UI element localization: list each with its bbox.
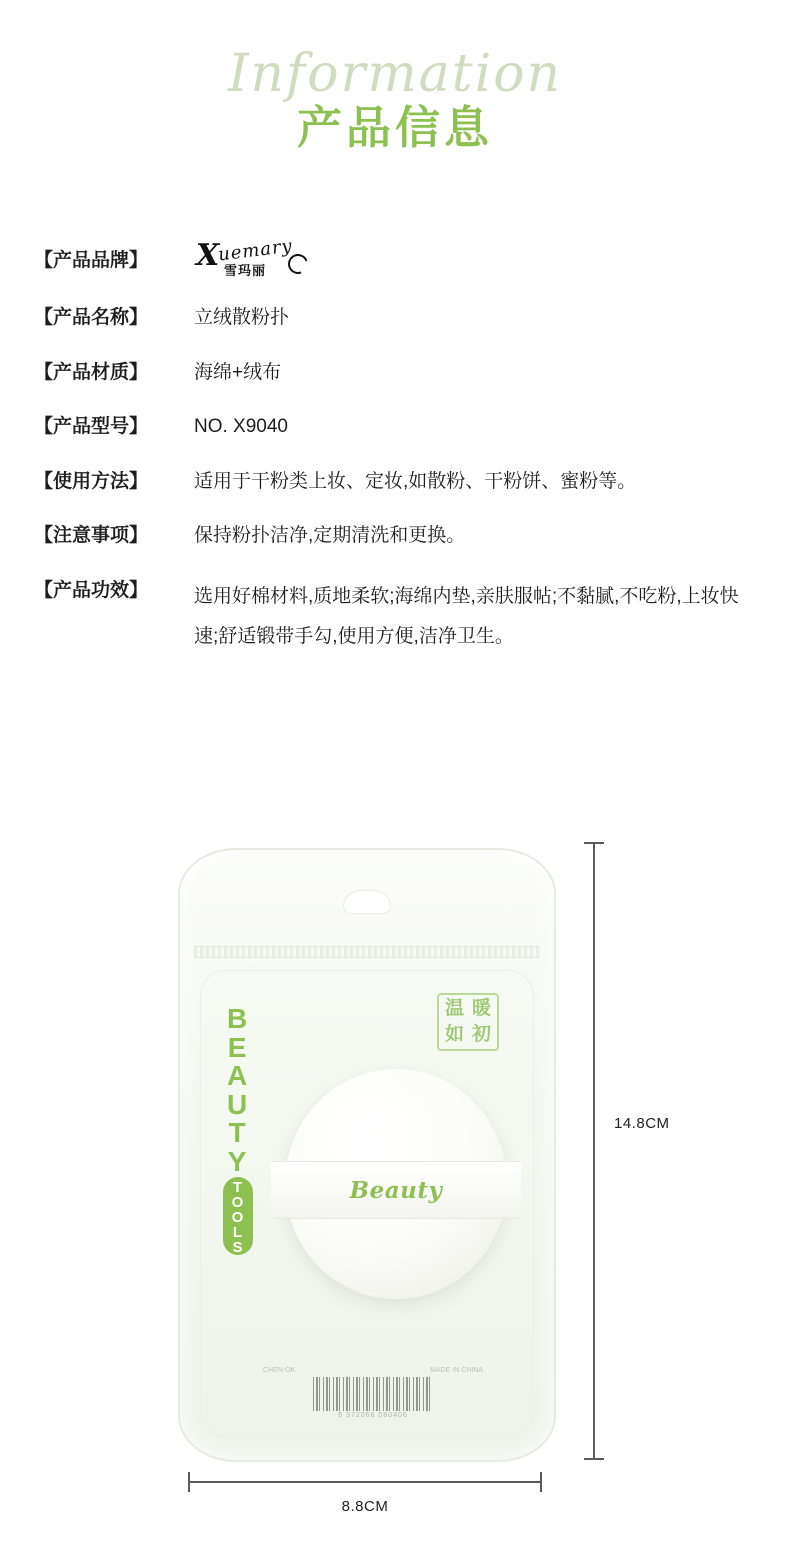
- product-spec-list: [0, 235, 790, 656]
- width-dimension-line: [188, 1481, 542, 1483]
- tools-badge: T O O L S: [223, 1177, 253, 1255]
- product-package: [178, 848, 556, 1462]
- height-dimension-label: 14.8CM: [614, 1115, 670, 1132]
- logo-cn-name: 雪玛丽: [224, 263, 267, 279]
- spec-row-caution: [34, 522, 750, 551]
- spec-row-model: [34, 413, 750, 442]
- script-title: Information: [227, 44, 563, 104]
- spec-value: 海绵+绒布: [194, 361, 282, 383]
- label-left-text: CHEN-OK: [263, 1367, 296, 1374]
- spec-row-brand: [34, 235, 750, 282]
- height-dimension-line: [593, 842, 595, 1460]
- spec-label: 【注意事项】: [34, 525, 149, 547]
- brand-logo: [196, 235, 316, 282]
- spec-value: 立绒散粉扑: [194, 307, 290, 329]
- page-header: [0, 0, 790, 156]
- spec-label: 【产品材质】: [34, 361, 149, 383]
- package-bottom-label: [263, 1367, 483, 1427]
- puff-ribbon-text: Beauty: [349, 1176, 443, 1204]
- powder-puff: [285, 1069, 507, 1299]
- spec-label: 【产品品牌】: [34, 249, 149, 271]
- page-title: 产品信息: [296, 102, 493, 154]
- spec-row-material: [34, 359, 750, 388]
- puff-ribbon: [271, 1161, 521, 1219]
- label-right-text: MADE IN CHINA: [430, 1367, 483, 1374]
- warm-stamp: 温 暖 如 初: [437, 993, 499, 1051]
- logo-wordmark: uemary: [216, 235, 294, 266]
- spec-label: 【使用方法】: [34, 470, 149, 492]
- zipper-strip: [194, 946, 540, 958]
- spec-row-benefits: [34, 577, 750, 657]
- spec-label: 【产品功效】: [34, 579, 149, 601]
- spec-row-usage: [34, 468, 750, 497]
- product-photo-block: [0, 820, 790, 1520]
- spec-label: 【产品名称】: [34, 307, 149, 329]
- spec-value: 选用好棉材料,质地柔软;海绵内垫,亲肤服帖;不黏腻,不吃粉,上妆快速;舒适锻带手勾,使用方便,洁净卫生。: [194, 585, 739, 647]
- spec-label: 【产品型号】: [34, 416, 149, 438]
- spec-value: 保持粉扑洁净,定期清洗和更换。: [194, 525, 466, 547]
- spec-value: NO. X9040: [194, 416, 288, 438]
- package-window: [200, 970, 534, 1438]
- hang-hole-icon: [343, 890, 391, 914]
- barcode: [313, 1377, 433, 1411]
- barcode-number: 6 972068 080406: [338, 1412, 408, 1419]
- spec-row-name: [34, 304, 750, 333]
- spec-value: 适用于干粉类上妆、定妆,如散粉、干粉饼、蜜粉等。: [194, 470, 637, 492]
- logo-initial: X: [196, 238, 220, 274]
- width-dimension-label: 8.8CM: [341, 1498, 389, 1515]
- package-vertical-text: B E A U T Y: [227, 1003, 250, 1177]
